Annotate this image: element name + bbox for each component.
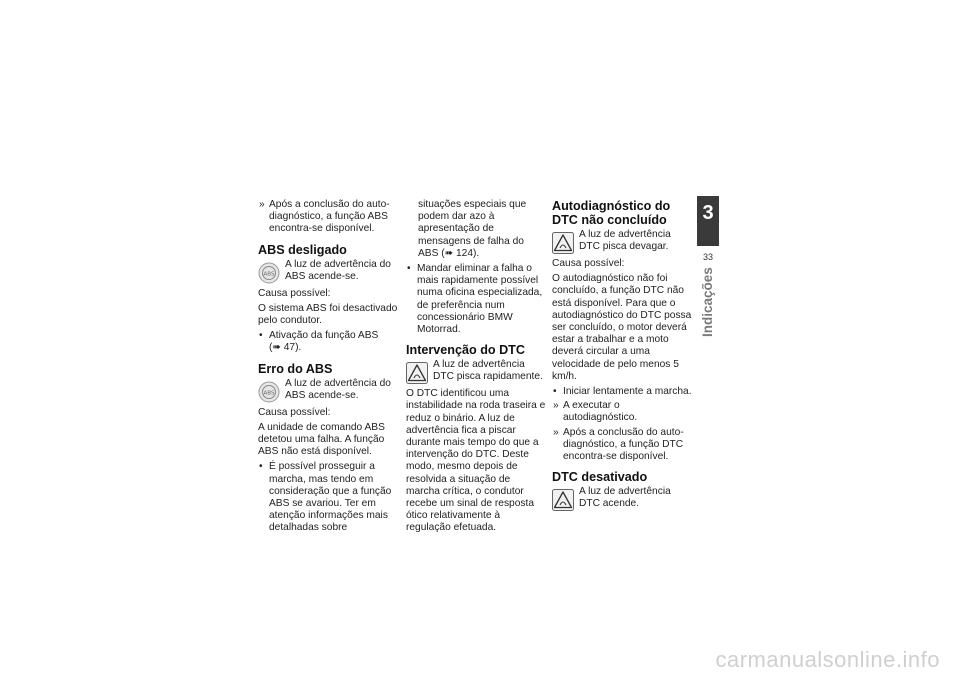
result-abs-available: » Após a conclusão do auto-diagnóstico, a função ABS encontra-se disponível. xyxy=(258,199,398,236)
warning-text: A luz de advertência do ABS acende-se. xyxy=(285,258,391,282)
chapter-number: 3 xyxy=(702,202,714,224)
warning-block-dtc-slow xyxy=(552,229,692,254)
warning-block-dtc-off xyxy=(552,486,692,511)
body-text: O DTC identificou uma instabilidade na roda traseira e reduz o binário. A luz de advertência fica a piscar durante mais tempo do que a intervenção do DTC. Deste modo, mesmo depois de resolvida a situação de marcha crítica, o condutor recebe um sinal de resposta ótico relativamente à regulação efetuada. xyxy=(406,388,546,534)
result-dtc-available: » Após a conclusão do auto-diagnóstico, a função DTC encontra-se disponível. xyxy=(552,427,692,464)
cause-label: Causa possível: xyxy=(552,258,625,269)
chapter-tab xyxy=(697,196,719,262)
svg-text:ABS: ABS xyxy=(263,271,275,278)
dtc-warning-icon xyxy=(406,362,428,384)
dtc-warning-icon xyxy=(552,232,574,254)
bullet-continue-riding: • É possível prosseguir a marcha, mas tendo em consideração que a função ABS se avariou. Ter em atenção informações mais detalhadas sobre xyxy=(258,461,398,534)
bullet-abs-activation: • Ativação da função ABS (➠ 47). xyxy=(258,330,398,354)
svg-text:ABS: ABS xyxy=(263,390,275,397)
heading-abs-error: Erro do ABS xyxy=(258,361,333,376)
cause-label: Causa possível: xyxy=(258,287,331,299)
bullet-workshop: • Mandar eliminar a falha o mais rapidamente possível numa oficina especializada, de preferência num concessionário BMW Motorrad. xyxy=(406,263,546,336)
bullet-start-riding: • Iniciar lentamente a marcha. xyxy=(552,386,692,398)
result-self-diagnosis: » A executar o autodiagnóstico. xyxy=(552,400,692,424)
warning-text: A luz de advertência do ABS acende-se. xyxy=(285,377,391,401)
heading-abs-off: ABS desligado xyxy=(258,242,347,257)
heading-dtc-self-diagnosis: Autodiagnóstico do DTC não concluído xyxy=(552,199,671,227)
heading-dtc-off: DTC desativado xyxy=(552,470,648,485)
cause-text: O sistema ABS foi desactivado pelo condutor. xyxy=(258,302,398,327)
cause-label: Causa possível: xyxy=(258,406,331,418)
watermark: carmanualsonline.info xyxy=(715,647,940,672)
warning-text: A luz de advertência DTC pisca devagar. xyxy=(579,229,671,253)
continuation-text: situações especiais que podem dar azo à apresentação de mensagens de falha do ABS (➠ 124). xyxy=(418,199,527,259)
column-3 xyxy=(552,199,692,515)
warning-text: A luz de advertência DTC acende. xyxy=(579,486,671,510)
abs-warning-icon xyxy=(258,381,280,403)
section-title: Indicações xyxy=(700,267,715,337)
column-1 xyxy=(258,199,398,537)
warning-text: A luz de advertência DTC pisca rapidamente. xyxy=(433,359,543,383)
warning-block-abs-off xyxy=(258,259,398,284)
cause-text: O autodiagnóstico não foi concluído, a função DTC não está disponível. Para que o autodiagnóstico do DTC possa ser concluído, o motor deverá estar a trabalhar e a moto deverá circular a uma velocidade de pelo menos 5 km/h. xyxy=(552,273,692,382)
column-2 xyxy=(406,199,546,538)
dtc-warning-icon xyxy=(552,489,574,511)
page-number: 33 xyxy=(702,252,713,262)
page-reference: (➠ 124). xyxy=(441,247,480,259)
abs-warning-icon xyxy=(258,262,280,284)
heading-dtc-intervention: Intervenção do DTC xyxy=(406,343,525,358)
page-reference: (➠ 47). xyxy=(269,342,302,354)
warning-block-dtc-intervention xyxy=(406,359,546,384)
warning-block-abs-error xyxy=(258,378,398,403)
cause-text: A unidade de comando ABS detetou uma falha. A função ABS não está disponível. xyxy=(258,421,385,458)
